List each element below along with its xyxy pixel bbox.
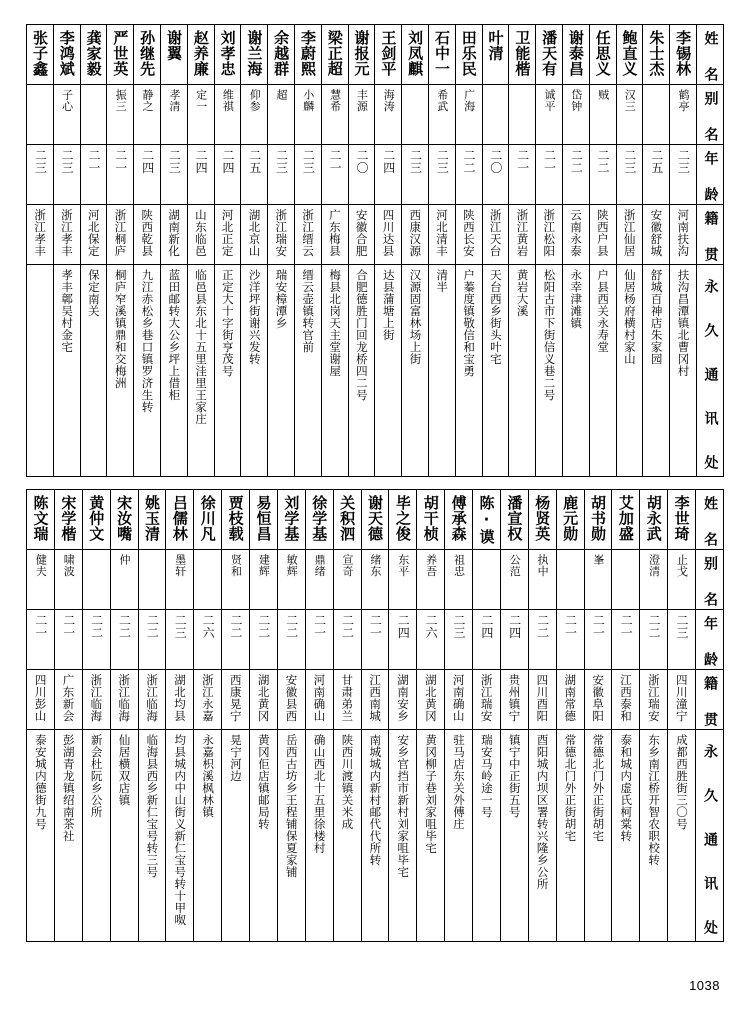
cell-address: 瑞安樟潭乡 [268, 265, 295, 477]
cell-age: 二二 [82, 610, 110, 670]
cell-address: 户蓁度镇敬信和宝勇 [455, 265, 482, 477]
cell-alias [27, 85, 54, 145]
cell-age: 二一 [584, 610, 612, 670]
cell-name: 王剑平 [375, 25, 402, 85]
cell-alias: 东平 [389, 550, 417, 610]
cell-name: 傅承森 [445, 490, 473, 550]
cell-alias: 敏辉 [277, 550, 305, 610]
cell-address: 梅县北岗天主堂谢屋 [321, 265, 348, 477]
cell-address: 常德北门外正街胡宅 [584, 730, 612, 942]
cell-native-place: 浙江临海 [82, 670, 110, 730]
cell-name: 龚家毅 [80, 25, 107, 85]
cell-native-place: 河南扶沟 [670, 205, 697, 265]
cell-native-place: 湖北京山 [241, 205, 268, 265]
cell-address: 清半 [428, 265, 455, 477]
cell-name: 鲍直义 [616, 25, 643, 85]
cell-native-place: 广东梅县 [321, 205, 348, 265]
cell-age: 二〇 [348, 145, 375, 205]
cell-age: 二四 [375, 145, 402, 205]
cell-alias: 定一 [187, 85, 214, 145]
cell-age: 二一 [509, 145, 536, 205]
cell-address: 东乡南江桥开智农职校转 [640, 730, 668, 942]
cell-address: 孝丰鄣吴村金宅 [53, 265, 80, 477]
table-row-alias [27, 550, 724, 610]
cell-age: 二四 [214, 145, 241, 205]
cell-age: 二三 [160, 145, 187, 205]
cell-name: 胡干桢 [417, 490, 445, 550]
cell-address: 酉阳城内坝区署转兴隆乡公所 [528, 730, 556, 942]
cell-name: 刘学基 [277, 490, 305, 550]
cell-name: 潘天有 [536, 25, 563, 85]
cell-native-place: 浙江缙云 [294, 205, 321, 265]
cell-address: 桐庐窄溪镇鼎和交梅洲 [107, 265, 134, 477]
cell-name: 徐川凡 [194, 490, 222, 550]
cell-address: 缙云壶镇转官前 [294, 265, 321, 477]
cell-age: 二三 [402, 145, 429, 205]
cell-native-place: 河北保定 [80, 205, 107, 265]
cell-address: 永幸津滩镇 [562, 265, 589, 477]
cell-age: 二二 [222, 610, 250, 670]
cell-alias: 仲 [110, 550, 138, 610]
cell-native-place: 浙江永嘉 [194, 670, 222, 730]
cell-alias [643, 85, 670, 145]
cell-age: 二三 [670, 145, 697, 205]
cell-alias [473, 550, 501, 610]
cell-address: 合肥德胜门回龙桥四二号 [348, 265, 375, 477]
cell-address: 正定大十字街亨茂号 [214, 265, 241, 477]
cell-age: 二二 [250, 610, 278, 670]
cell-age: 二三 [27, 145, 54, 205]
cell-alias: 澄清 [640, 550, 668, 610]
cell-address: 黄岩大溪 [509, 265, 536, 477]
cell-alias: 海涛 [375, 85, 402, 145]
cell-alias: 小麟 [294, 85, 321, 145]
cell-alias [138, 550, 166, 610]
cell-age: 二六 [194, 610, 222, 670]
cell-alias: 鹤亭 [670, 85, 697, 145]
cell-age: 二三 [53, 145, 80, 205]
cell-address: 南城城内新村邮代代所转 [361, 730, 389, 942]
cell-alias: 丰源 [348, 85, 375, 145]
cell-address: 泰和城内虚氏柯棠转 [612, 730, 640, 942]
cell-name: 李锡林 [670, 25, 697, 85]
cell-name: 余越群 [268, 25, 295, 85]
cell-native-place: 浙江松阳 [536, 205, 563, 265]
cell-name: 叶清 [482, 25, 509, 85]
column-header-native-place: 籍 贯 [696, 670, 724, 730]
cell-name: 姚玉清 [138, 490, 166, 550]
cell-name: 易恒昌 [250, 490, 278, 550]
table-row-alias [27, 85, 724, 145]
cell-address: 天台西乡街头叶宅 [482, 265, 509, 477]
page-number: 1038 [689, 978, 720, 993]
cell-alias: 墨轩 [166, 550, 194, 610]
cell-name: 胡书勋 [584, 490, 612, 550]
cell-age: 二二 [110, 610, 138, 670]
cell-alias: 健夫 [27, 550, 55, 610]
cell-address: 九江赤松乡巷口镇罗济生转 [134, 265, 161, 477]
cell-alias: 绪东 [361, 550, 389, 610]
column-header-address: 永 久 通 讯 处 [696, 265, 723, 477]
cell-address: 泰安城内德街九号 [27, 730, 55, 942]
cell-native-place: 安徽舒城 [643, 205, 670, 265]
cell-name: 关积泗 [333, 490, 361, 550]
cell-alias [509, 85, 536, 145]
cell-name: 谢兰海 [241, 25, 268, 85]
cell-alias: 汉三 [616, 85, 643, 145]
cell-name: 杨贤英 [528, 490, 556, 550]
cell-address: 驻马店东关外傅庄 [445, 730, 473, 942]
cell-native-place: 陕西户县 [589, 205, 616, 265]
cell-age: 二一 [27, 610, 55, 670]
cell-address: 彭湖青龙镇绍南茶社 [54, 730, 82, 942]
cell-address: 永嘉枳溪枫林镇 [194, 730, 222, 942]
column-header-alias: 别 名 [696, 550, 724, 610]
table-row-address [27, 730, 724, 942]
cell-address: 蓝田邮转大公乡坪上借柜 [160, 265, 187, 477]
cell-native-place: 河北清丰 [428, 205, 455, 265]
cell-age: 二二 [589, 145, 616, 205]
table-row-native [27, 670, 724, 730]
cell-native-place: 湖北均县 [166, 670, 194, 730]
cell-name: 徐学基 [305, 490, 333, 550]
cell-address: 确山西北十五里徐楼村 [305, 730, 333, 942]
cell-age: 二二 [640, 610, 668, 670]
column-header-age: 年 龄 [696, 610, 724, 670]
cell-address: 临海县西乡新仁宝号转三号 [138, 730, 166, 942]
cell-address: 均县城内中山街义新仁宝号转十甲呶 [166, 730, 194, 942]
cell-address [27, 265, 54, 477]
cell-alias: 峯 [584, 550, 612, 610]
cell-age: 二三 [268, 145, 295, 205]
cell-name: 宋学楷 [54, 490, 82, 550]
cell-age: 二四 [389, 610, 417, 670]
cell-alias: 宣奇 [333, 550, 361, 610]
cell-name: 谢翼 [160, 25, 187, 85]
cell-native-place: 贵州镇宁 [500, 670, 528, 730]
cell-name: 李世琦 [668, 490, 696, 550]
cell-address: 临邑县东北十五里洼里王家庄 [187, 265, 214, 477]
cell-age: 二三 [668, 610, 696, 670]
cell-name: 卫能楷 [509, 25, 536, 85]
cell-native-place: 广东新会 [54, 670, 82, 730]
cell-address: 汉源固富林场上街 [402, 265, 429, 477]
cell-age: 二三 [166, 610, 194, 670]
cell-native-place: 浙江桐庐 [107, 205, 134, 265]
cell-native-place: 浙江黄岩 [509, 205, 536, 265]
cell-native-place: 陕西长安 [455, 205, 482, 265]
cell-name: 李蔚熙 [294, 25, 321, 85]
cell-address: 新会杜阮乡公所 [82, 730, 110, 942]
cell-name: 赵养廉 [187, 25, 214, 85]
cell-native-place: 云南永泰 [562, 205, 589, 265]
cell-age: 二六 [417, 610, 445, 670]
cell-native-place: 西康汉源 [402, 205, 429, 265]
cell-address: 保定南关 [80, 265, 107, 477]
cell-native-place: 安徽阜阳 [584, 670, 612, 730]
cell-alias [82, 550, 110, 610]
cell-alias: 仰参 [241, 85, 268, 145]
cell-name: 石中一 [428, 25, 455, 85]
cell-native-place: 甘肃弟兰 [333, 670, 361, 730]
cell-native-place: 浙江临海 [138, 670, 166, 730]
cell-alias: 振三 [107, 85, 134, 145]
cell-age: 二五 [643, 145, 670, 205]
cell-native-place: 西康晃宁 [222, 670, 250, 730]
cell-native-place: 湖南安乡 [389, 670, 417, 730]
cell-native-place: 湖北黄冈 [417, 670, 445, 730]
cell-name: 李鸿斌 [53, 25, 80, 85]
cell-native-place: 四川彭山 [27, 670, 55, 730]
cell-age: 二四 [500, 610, 528, 670]
table-row-address [27, 265, 724, 477]
cell-alias: 止戈 [668, 550, 696, 610]
cell-native-place: 浙江临海 [110, 670, 138, 730]
cell-age: 二二 [277, 610, 305, 670]
cell-name: 刘孝忠 [214, 25, 241, 85]
cell-name: 艾加盛 [612, 490, 640, 550]
cell-address: 常德北门外正街胡宅 [556, 730, 584, 942]
registry-table-top [26, 24, 724, 476]
cell-name: 鹿元勋 [556, 490, 584, 550]
cell-name: 严世英 [107, 25, 134, 85]
cell-address: 成都西胜街三〇号 [668, 730, 696, 942]
cell-native-place: 浙江孝丰 [27, 205, 54, 265]
cell-native-place: 湖南新化 [160, 205, 187, 265]
cell-native-place: 浙江瑞安 [268, 205, 295, 265]
cell-native-place: 浙江天台 [482, 205, 509, 265]
table-row-name [27, 25, 724, 85]
cell-age: 二一 [321, 145, 348, 205]
cell-address: 陕西川渡镇关米成 [333, 730, 361, 942]
cell-alias: 维祺 [214, 85, 241, 145]
cell-native-place: 浙江瑞安 [473, 670, 501, 730]
cell-name: 黄仲文 [82, 490, 110, 550]
cell-native-place: 陕西乾县 [134, 205, 161, 265]
cell-native-place: 湖北黄冈 [250, 670, 278, 730]
cell-age: 二一 [556, 610, 584, 670]
cell-age: 二〇 [482, 145, 509, 205]
cell-address: 扶沟昌潭镇北曹冈村 [670, 265, 697, 477]
cell-native-place: 浙江孝丰 [53, 205, 80, 265]
cell-age: 二三 [445, 610, 473, 670]
cell-age: 二一 [361, 610, 389, 670]
cell-alias [194, 550, 222, 610]
cell-age: 二二 [528, 610, 556, 670]
cell-name: 刘凤麒 [402, 25, 429, 85]
table-row-native [27, 205, 724, 265]
cell-alias [612, 550, 640, 610]
cell-age: 二一 [305, 610, 333, 670]
cell-name: 梁正超 [321, 25, 348, 85]
cell-age: 二一 [612, 610, 640, 670]
cell-alias: 静之 [134, 85, 161, 145]
cell-native-place: 江西泰和 [612, 670, 640, 730]
column-header-alias: 别 名 [696, 85, 723, 145]
cell-age: 二二 [138, 610, 166, 670]
cell-address: 瑞安马岭途一号 [473, 730, 501, 942]
cell-name: 孙继先 [134, 25, 161, 85]
cell-age: 二二 [333, 610, 361, 670]
cell-address: 仙居横双店镇 [110, 730, 138, 942]
registry-table-bottom [26, 489, 724, 941]
cell-age: 二四 [187, 145, 214, 205]
column-header-native-place: 籍 贯 [696, 205, 723, 265]
cell-name: 胡永武 [640, 490, 668, 550]
table-row-name [27, 490, 724, 550]
cell-address: 晃宁河边 [222, 730, 250, 942]
cell-address: 镇宁中正街五号 [500, 730, 528, 942]
cell-age: 二五 [241, 145, 268, 205]
cell-alias: 孝清 [160, 85, 187, 145]
cell-native-place: 安徽合肥 [348, 205, 375, 265]
cell-native-place: 湖南常德 [556, 670, 584, 730]
cell-native-place: 河南确山 [445, 670, 473, 730]
cell-native-place: 安徽县西 [277, 670, 305, 730]
cell-alias: 希武 [428, 85, 455, 145]
cell-age: 二一 [80, 145, 107, 205]
cell-alias: 执中 [528, 550, 556, 610]
cell-age: 二二 [562, 145, 589, 205]
registry-table [26, 489, 724, 942]
cell-alias: 超 [268, 85, 295, 145]
cell-address: 舒城百神店朱家园 [643, 265, 670, 477]
cell-alias: 祖忠 [445, 550, 473, 610]
column-header-name: 姓 名 [696, 25, 723, 85]
cell-native-place: 河南确山 [305, 670, 333, 730]
cell-name: 陈·谟 [473, 490, 501, 550]
cell-age: 二一 [536, 145, 563, 205]
cell-age: 二三 [616, 145, 643, 205]
column-header-address: 永 久 通 讯 处 [696, 730, 724, 942]
cell-address: 安乡官挡市新村刘家咀毕宅 [389, 730, 417, 942]
cell-alias: 贼 [589, 85, 616, 145]
cell-address: 岳西古坊乡王程铺保夏家铺 [277, 730, 305, 942]
cell-age: 二二 [455, 145, 482, 205]
cell-alias: 慧希 [321, 85, 348, 145]
cell-address: 仙居杨府横村家山 [616, 265, 643, 477]
cell-native-place: 江西南城 [361, 670, 389, 730]
cell-alias: 岱钟 [562, 85, 589, 145]
column-header-age: 年 龄 [696, 145, 723, 205]
cell-native-place: 河北正定 [214, 205, 241, 265]
cell-alias [80, 85, 107, 145]
cell-name: 吕儒林 [166, 490, 194, 550]
table-row-age [27, 145, 724, 205]
cell-native-place: 山东临邑 [187, 205, 214, 265]
cell-alias: 鼎绪 [305, 550, 333, 610]
cell-name: 谢天德 [361, 490, 389, 550]
cell-name: 任思义 [589, 25, 616, 85]
cell-alias [482, 85, 509, 145]
cell-age: 二四 [473, 610, 501, 670]
cell-alias: 广海 [455, 85, 482, 145]
cell-native-place: 四川酉阳 [528, 670, 556, 730]
cell-name: 张子鑫 [27, 25, 54, 85]
cell-name: 谢泰昌 [562, 25, 589, 85]
cell-name: 陈文瑞 [27, 490, 55, 550]
cell-alias: 子心 [53, 85, 80, 145]
cell-alias: 贤和 [222, 550, 250, 610]
cell-name: 毕之俊 [389, 490, 417, 550]
cell-name: 贾枝载 [222, 490, 250, 550]
column-header-name: 姓 名 [696, 490, 724, 550]
cell-name: 宋汝嘴 [110, 490, 138, 550]
cell-native-place: 四川潼宁 [668, 670, 696, 730]
cell-address: 黄冈佢店镇邮局转 [250, 730, 278, 942]
cell-age: 二一 [107, 145, 134, 205]
cell-age: 二一 [54, 610, 82, 670]
cell-age: 二三 [294, 145, 321, 205]
cell-age: 二三 [428, 145, 455, 205]
cell-address: 沙洋坪街谢兴发转 [241, 265, 268, 477]
cell-name: 潘宣权 [500, 490, 528, 550]
cell-address: 松阳古市下街信义巷二号 [536, 265, 563, 477]
cell-alias [556, 550, 584, 610]
cell-alias [402, 85, 429, 145]
cell-name: 谢报元 [348, 25, 375, 85]
cell-native-place: 四川达县 [375, 205, 402, 265]
cell-alias: 啸波 [54, 550, 82, 610]
cell-native-place: 浙江仙居 [616, 205, 643, 265]
cell-name: 朱士杰 [643, 25, 670, 85]
cell-native-place: 浙江瑞安 [640, 670, 668, 730]
table-row-age [27, 610, 724, 670]
cell-address: 户县西关永寿堂 [589, 265, 616, 477]
cell-alias: 养吾 [417, 550, 445, 610]
cell-address: 达县蒲塘上街 [375, 265, 402, 477]
registry-table [26, 24, 724, 477]
cell-address: 黄冈柳子巷刘家咀毕宅 [417, 730, 445, 942]
cell-alias: 诚平 [536, 85, 563, 145]
cell-alias: 公范 [500, 550, 528, 610]
cell-age: 二四 [134, 145, 161, 205]
cell-name: 田乐民 [455, 25, 482, 85]
cell-alias: 建辉 [250, 550, 278, 610]
